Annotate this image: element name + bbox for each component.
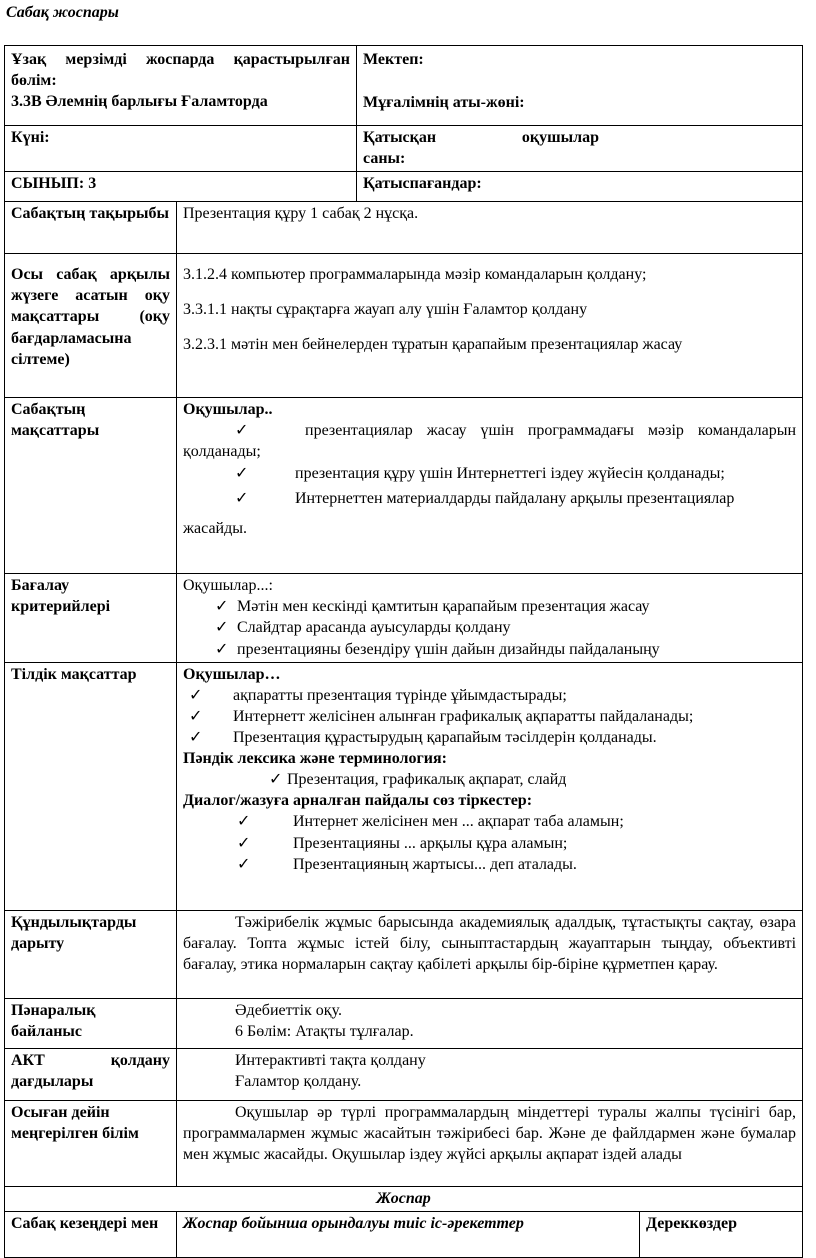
goals-label: Сабақтың мақсаттары <box>5 398 177 574</box>
objective-item: 3.1.2.4 компьютер программаларында мәзір командаларын қолдану; <box>183 266 647 284</box>
unit-cell <box>5 46 357 126</box>
plan-col-actions: Жоспар бойынша орындалуы тиіс іс-әрекеттер <box>177 1211 640 1257</box>
ict-label: АКТ қолдану дағдылары <box>5 1048 177 1100</box>
language-label: Тілдік мақсаттар <box>5 662 177 910</box>
unit-label: Ұзақ мерзімді жоспарда қарастырылған бөлім: <box>11 51 351 90</box>
plan-columns-row <box>5 1211 803 1257</box>
criteria-head: Оқушылар...: <box>183 577 273 595</box>
ict-cell <box>177 1048 803 1100</box>
phrase-item: ✓ Интернет желісінен мен ... ақпарат таба аламын; <box>183 811 796 832</box>
language-cell <box>177 662 803 910</box>
check-mark-icon: ✓ <box>235 422 249 440</box>
header-row-class <box>5 172 803 202</box>
check-mark-icon: ✓ <box>215 640 229 658</box>
objectives-row <box>5 254 803 398</box>
plan-head-row <box>5 1186 803 1211</box>
criteria-item: ✓ Слайдтар арасанда ауысуларды қолдану <box>183 617 796 638</box>
cross-item: Әдебиеттік оқу. <box>235 1001 342 1019</box>
check-mark-icon: ✓ <box>215 619 229 637</box>
goals-row <box>5 398 803 574</box>
language-head: Оқушылар… <box>183 665 281 683</box>
check-mark-icon: ✓ <box>237 813 251 831</box>
teacher-label: Мұғалімнің аты-жөні: <box>363 94 525 112</box>
criteria-item: ✓ презентацияны безендіру үшін дайын дизайнды пайдаланыңу <box>183 639 796 660</box>
class-label: СЫНЫП: 3 <box>5 172 357 202</box>
topic-row <box>5 202 803 254</box>
check-mark-icon: ✓ <box>189 686 203 704</box>
check-mark-icon: ✓ <box>189 707 203 725</box>
goal-item: ✓ презентация құру үшін Интернеттегі іздеу жүйесін қолданады; <box>183 463 796 484</box>
plan-col-stages: Сабақ кезеңдері мен <box>5 1211 177 1257</box>
language-item: ✓ Интернетт желісінен алынған графикалық ақпаратты пайдаланады; <box>183 706 796 727</box>
language-row <box>5 662 803 910</box>
values-text: Тәжірибелік жұмыс барысында академиялық адалдық, тұтастықты сақтау, өзара бағалау. Топта жұмыс істей білу, сыныптастардың жауаптарын тыңдау, объективті бағалау, этика нормаларын сақтау қабілеті арқылы бір-біріне құрметпен қарау. <box>177 910 803 998</box>
check-mark-icon: ✓ <box>237 834 251 852</box>
school-cell <box>357 46 803 126</box>
check-mark-icon: ✓ <box>235 464 249 482</box>
criteria-cell <box>177 574 803 662</box>
present-cell <box>357 126 803 172</box>
header-row-unit <box>5 46 803 126</box>
goals-head: Оқушылар.. <box>183 401 273 419</box>
check-mark-icon: ✓ <box>237 855 251 873</box>
language-item: ✓ ақпаратты презентация түрінде ұйымдастырады; <box>183 685 796 706</box>
criteria-label: Бағалау критерийлері <box>5 574 177 662</box>
phrase-item: ✓ Презентацияны ... арқылы құра аламын; <box>183 833 796 854</box>
phrases-head: Диалог/жазуға арналған пайдалы сөз тіркестер: <box>183 792 533 810</box>
goals-cell <box>177 398 803 574</box>
present-label: Қатысқан оқушылар <box>363 129 600 146</box>
topic-label: Сабақтың тақырыбы <box>5 202 177 254</box>
vocab-head: Пәндік лексика және терминология: <box>183 750 447 768</box>
present-label-2: саны: <box>363 150 406 168</box>
criteria-row <box>5 574 803 662</box>
prior-text: Оқушылар әр түрлі программалардың міндеттері туралы жалпы түсінігі бар, программалармен жұмыс жасайтын тәжірибесі бар. Және де файлдармен және бумалар мен жұмыс жасайды. Оқушылар іздеу жүйсі арқылы ақпарат іздей алады <box>177 1100 803 1186</box>
language-item: ✓ Презентация құрастырудың қарапайым тәсілдерін қолданады. <box>183 727 796 748</box>
objective-item: 3.2.3.1 мәтін мен бейнелерден тұратын қарапайым презентациялар жасау <box>183 336 683 354</box>
cross-cell <box>177 998 803 1048</box>
cross-row <box>5 998 803 1048</box>
absent-label: Қатыспағандар: <box>357 172 803 202</box>
ict-row <box>5 1048 803 1100</box>
unit-value: 3.3B Әлемнің барлығы Ғаламторда <box>11 93 268 111</box>
prior-label: Осыған дейін меңгерілген білім <box>5 1100 177 1186</box>
school-label: Мектеп: <box>363 51 424 68</box>
check-mark-icon: ✓ <box>189 728 203 746</box>
values-label: Құндылықтарды дарыту <box>5 910 177 998</box>
plan-col-resources: Дереккөздер <box>640 1211 803 1257</box>
values-row <box>5 910 803 998</box>
cross-label: Пәнаралық байланыс <box>5 998 177 1048</box>
cross-item: 6 Бөлім: Атақты тұлғалар. <box>235 1022 414 1040</box>
lesson-plan-table <box>4 45 803 1258</box>
goal-item: ✓ Интернеттен материалдарды пайдалану арқылы презентациялар жасайды. <box>183 489 735 538</box>
check-mark-icon: ✓ <box>269 771 283 789</box>
objectives-cell <box>177 254 803 398</box>
vocab-item: ✓ Презентация, графикалық ақпарат, слайд <box>183 769 796 790</box>
phrase-item: ✓ Презентацияның жартысы... деп аталады. <box>183 854 796 875</box>
check-mark-icon: ✓ <box>235 489 249 507</box>
criteria-item: ✓ Мәтін мен кескінді қамтитын қарапайым презентация жасау <box>183 596 796 617</box>
check-mark-icon: ✓ <box>215 598 229 616</box>
page-title: Сабақ жоспары <box>6 4 119 21</box>
ict-item: Интерактивті тақта қолдану <box>235 1051 426 1069</box>
date-label: Күні: <box>5 126 357 172</box>
goal-item: ✓ презентациялар жасау үшін программадағы мәзір командаларын қолданады; <box>183 422 797 461</box>
ict-item: Ғаламтор қолдану. <box>235 1072 362 1090</box>
header-row-date <box>5 126 803 172</box>
plan-head: Жоспар <box>5 1186 803 1211</box>
objective-item: 3.3.1.1 нақты сұрақтарға жауап алу үшін Ғаламтор қолдану <box>183 301 588 319</box>
topic-value: Презентация құру 1 сабақ 2 нұсқа. <box>177 202 803 254</box>
objectives-label: Осы сабақ арқылы жүзеге асатын оқу мақсаттары (оқу бағдарламасына сілтеме) <box>5 254 177 398</box>
prior-row <box>5 1100 803 1186</box>
